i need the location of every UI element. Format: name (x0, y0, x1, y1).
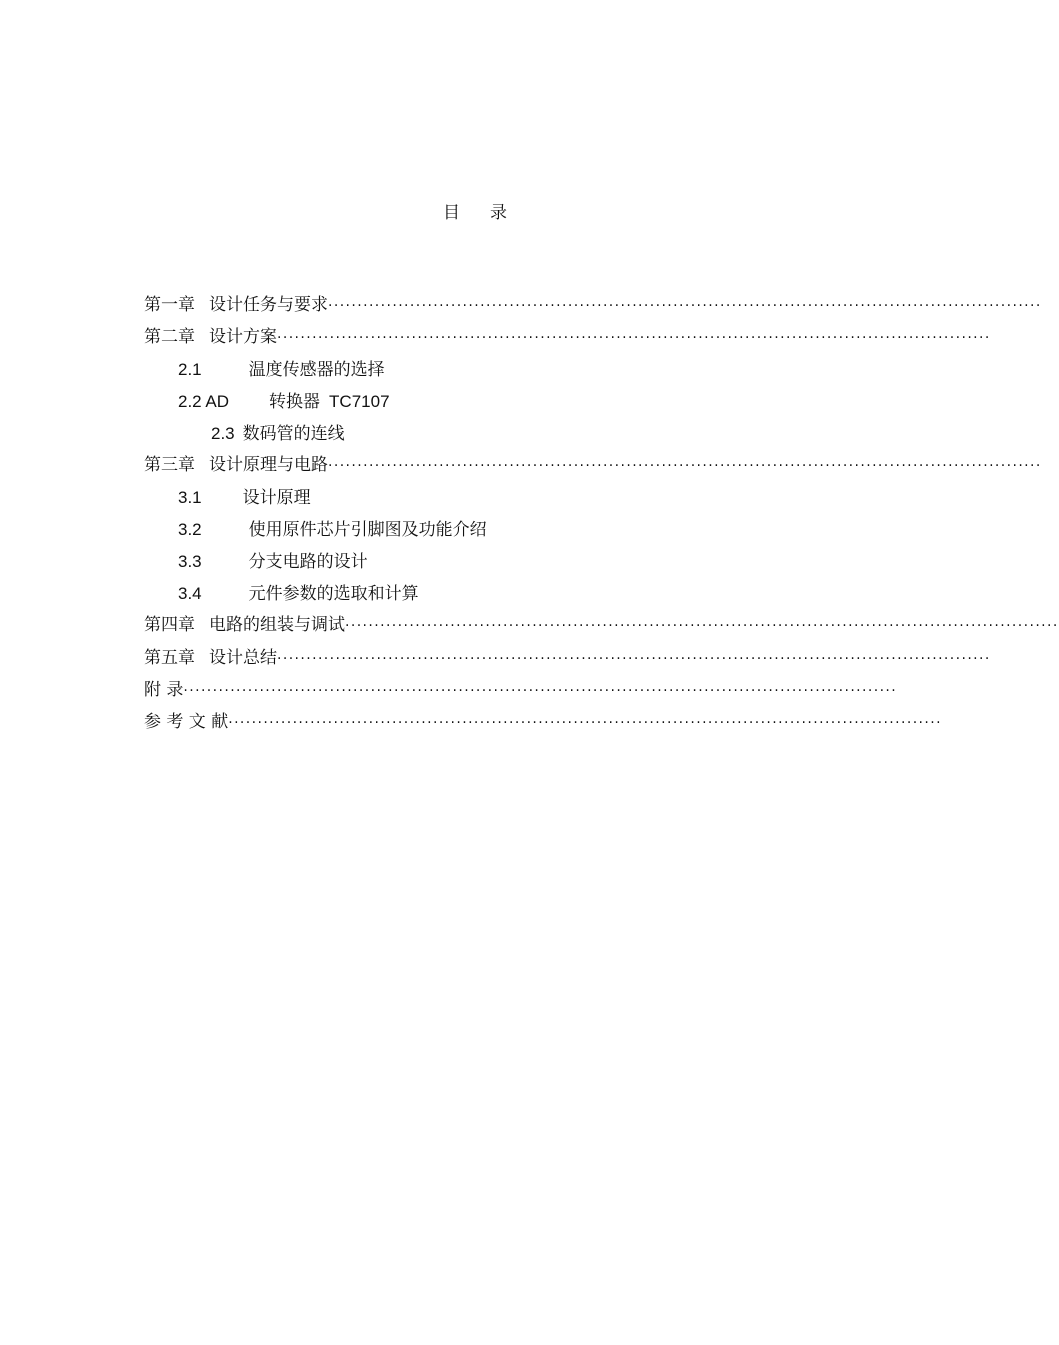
toc-section-2-1[interactable] (178, 358, 385, 382)
toc-chapter-label: 第一章 (144, 295, 195, 315)
toc-chapter-title: 设计总结 (209, 648, 277, 668)
toc-section-title: 温度传感器的选择 (248, 360, 385, 380)
page-title (0, 198, 950, 223)
toc-section-3-3[interactable] (178, 550, 368, 574)
toc-section-title-tail: TC7107 (329, 392, 390, 411)
toc-chapter-label: 第四章 (144, 615, 195, 635)
toc-section-2-2[interactable] (178, 390, 390, 414)
toc-section-number: 3.2 (178, 520, 202, 539)
toc-section-title: 数码管的连线 (242, 424, 345, 444)
toc-section-number: 2.3 (211, 424, 235, 443)
toc-chapter-label: 参 考 文 献 (144, 712, 229, 732)
toc-leader-dots: ·························································································································· (328, 458, 1042, 474)
toc-leader-dots: ·························································································································· (277, 651, 991, 667)
toc-leader-dots: ·························································································································· (345, 618, 1059, 634)
toc-entry-chapter-1[interactable] (144, 293, 1042, 317)
toc-section-3-1[interactable] (178, 486, 311, 510)
toc-chapter-label: 第三章 (144, 455, 195, 475)
toc-leader-dots: ·························································································································· (183, 683, 898, 699)
toc-chapter-label: 附 录 (144, 680, 184, 700)
toc-entry-chapter-4[interactable] (144, 613, 1059, 637)
toc-section-title: 设计原理 (242, 488, 311, 508)
toc-leader-dots: ·························································································································· (277, 330, 991, 346)
toc-entry-appendix[interactable] (144, 678, 898, 702)
toc-section-number: 3.4 (178, 584, 202, 603)
toc-section-number: 2.2 AD (178, 392, 230, 411)
toc-section-title: 元件参数的选取和计算 (248, 584, 419, 604)
toc-section-3-4[interactable] (178, 582, 419, 606)
toc-section-title: 使用原件芯片引脚图及功能介绍 (248, 520, 487, 540)
toc-section-number: 3.1 (178, 488, 202, 507)
toc-chapter-label: 第二章 (144, 327, 195, 347)
toc-chapter-label: 第五章 (144, 648, 195, 668)
toc-chapter-title: 设计任务与要求 (209, 295, 328, 315)
toc-section-title: 转换器 (269, 392, 321, 412)
toc-section-3-2[interactable] (178, 518, 487, 542)
toc-section-title: 分支电路的设计 (248, 552, 368, 572)
toc-chapter-title: 设计方案 (209, 327, 277, 347)
toc-entry-references[interactable] (144, 710, 942, 734)
toc-entry-chapter-5[interactable] (144, 646, 991, 670)
toc-chapter-title: 设计原理与电路 (209, 455, 328, 475)
toc-section-number: 2.1 (178, 360, 202, 379)
toc-leader-dots: ·························································································································· (328, 298, 1042, 314)
toc-leader-dots: ·························································································································· (228, 715, 942, 731)
toc-section-2-3[interactable] (211, 422, 345, 446)
toc-entry-chapter-2[interactable] (144, 325, 991, 349)
toc-entry-chapter-3[interactable] (144, 453, 1042, 477)
page-title-right: 录 (490, 203, 507, 223)
toc-chapter-title: 电路的组装与调试 (209, 615, 345, 635)
toc-section-number: 3.3 (178, 552, 202, 571)
page-title-left: 目 (443, 203, 460, 223)
